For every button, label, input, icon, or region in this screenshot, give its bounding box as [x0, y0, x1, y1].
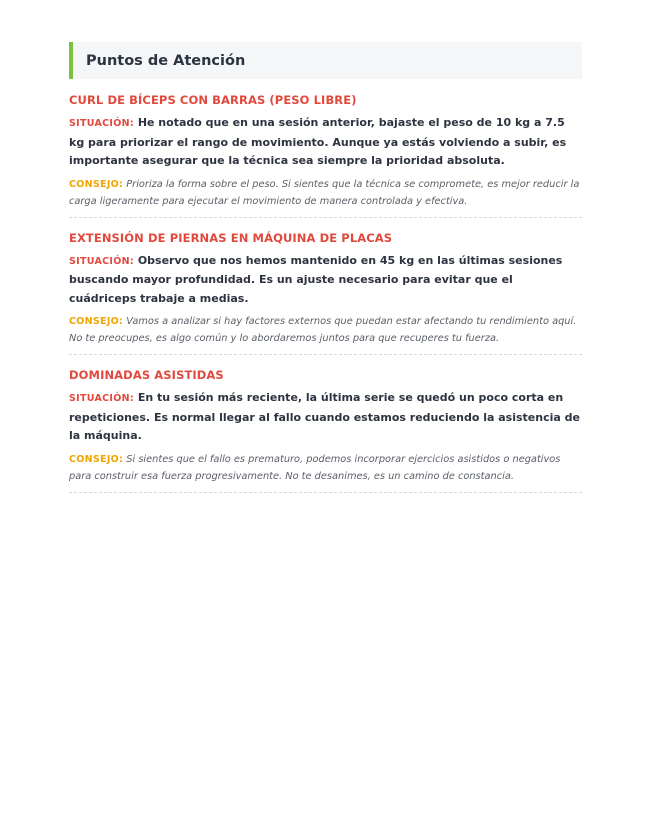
situation-text — [69, 389, 582, 446]
situation-text — [69, 252, 582, 309]
situation-label: SITUACIÓN: — [69, 118, 134, 129]
item-title: CURL DE BÍCEPS CON BARRAS (PESO LIBRE) — [69, 93, 357, 107]
advice-label: CONSEJO: — [69, 178, 124, 190]
attention-item-leg-extension — [69, 231, 582, 356]
section-title: Puntos de Atención — [86, 52, 246, 69]
situation-label: SITUACIÓN: — [69, 255, 134, 267]
attention-item-assisted-pullups — [69, 368, 582, 493]
situation-body: En tu sesión más reciente, la última serie se quedó un poco corta en repeticiones. Es normal llegar al fallo cuando estamos reduciendo la asistencia de la máquina. — [69, 391, 580, 442]
situation-label: SITUACIÓN: — [69, 393, 134, 404]
advice-text — [69, 451, 582, 485]
item-title: DOMINADAS ASISTIDAS — [69, 368, 224, 382]
advice-body: Vamos a analizar si hay factores externos que puedan estar afectando tu rendimiento aquí. No te preocupes, es algo común y lo abordaremos juntos para que recuperes tu fuerza. — [69, 316, 577, 344]
situation-body: Observo que nos hemos mantenido en 45 kg en las últimas sesiones buscando mayor profundidad. Es un ajuste necesario para evitar que el cuádriceps trabaje a medias. — [69, 253, 563, 305]
advice-body: Prioriza la forma sobre el peso. Si sientes que la técnica se compromete, es mejor reducir la carga ligeramente para ejecutar el movimiento de manera controlada y efectiva. — [69, 178, 580, 207]
section-header — [69, 42, 582, 79]
situation-body: He notado que en una sesión anterior, bajaste el peso de 10 kg a 7.5 kg para priorizar el rango de movimiento. Aunque ya estás volviendo a subir, es importante asegurar que la técnica sea siempre la prioridad absoluta. — [69, 116, 567, 167]
item-title: EXTENSIÓN DE PIERNAS EN MÁQUINA DE PLACAS — [69, 230, 393, 245]
attention-item-biceps-curl — [69, 93, 582, 218]
situation-text — [69, 114, 582, 171]
advice-label: CONSEJO: — [69, 453, 124, 465]
advice-text — [69, 313, 582, 347]
advice-body: Si sientes que el fallo es prematuro, podemos incorporar ejercicios asistidos o negativos para construir esa fuerza progresivamente. No te desanimes, es un camino de constancia. — [69, 453, 561, 482]
attention-points-section — [69, 42, 582, 493]
advice-label: CONSEJO: — [69, 316, 124, 327]
advice-text — [69, 176, 582, 210]
